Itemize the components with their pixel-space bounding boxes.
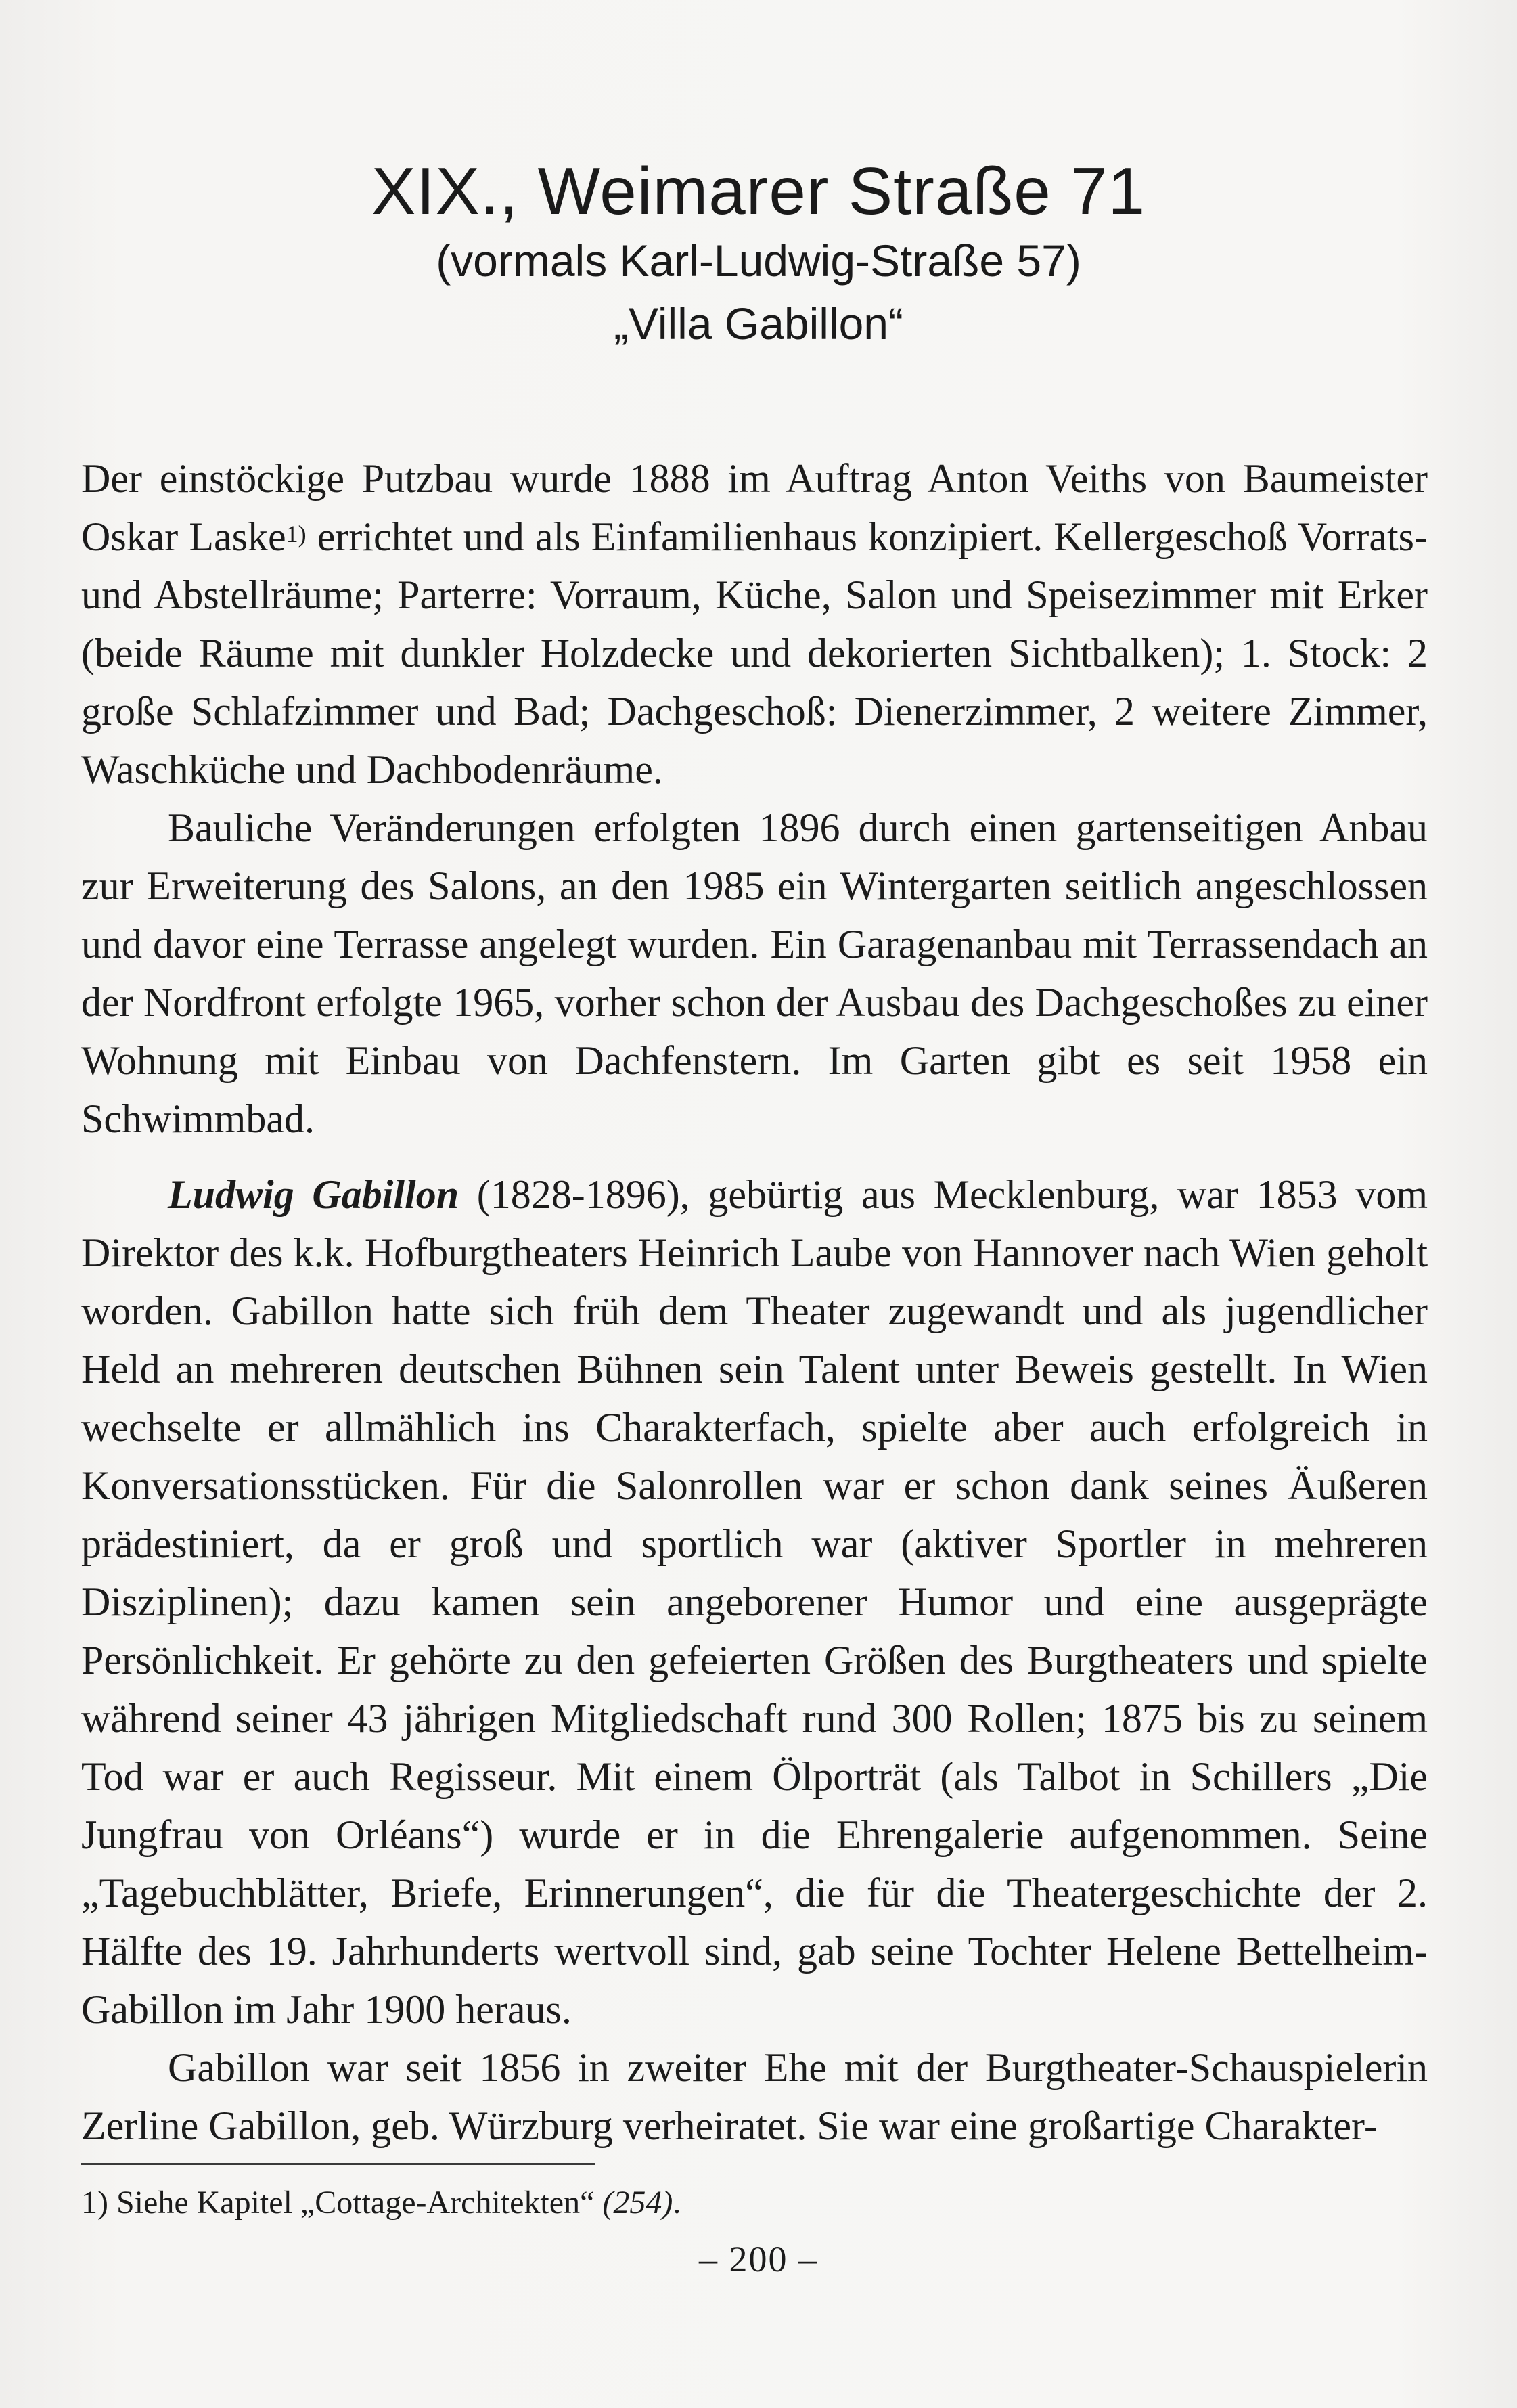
footnote-divider [81,2163,595,2165]
page-title: XIX., Weimarer Straße 71 [371,154,1146,228]
body-text [81,449,1428,2155]
footnote-end: . [673,2185,681,2221]
footnote-page-ref: (254) [602,2185,673,2221]
footnote-reference: 1) [286,520,307,548]
footnote-text: 1) Siehe Kapitel „Cottage-Architekten“ [81,2185,603,2221]
paragraph-1-rest: errichtet und als Einfamilienhaus konzipiert. Kellergeschoß Vorrats- und Abstellräume; Parterre: Vorraum, Küche, Salon und Speisezimmer mit Erker (beide Räume mit dunkler Holzdecke und dekorierten Sichtbalken); 1. Stock: 2 große Schlafzimmer und Bad; Dachgeschoß: Dienerzimmer, 2 weitere Zimmer, Waschküche und Dachbodenräume. [81,514,1428,792]
paragraph-1 [81,449,1428,799]
page-subtitle: (vormals Karl-Ludwig-Straße 57) [436,236,1081,286]
paragraph-4: Gabillon war seit 1856 in zweiter Ehe mit der Burgtheater-Schauspielerin Zerline Gabillon, geb. Würzburg verheiratet. Sie war eine großartige Charakter- [81,2045,1428,2148]
paragraph-1-start: Der einstöckige Putzbau wurde 1888 im Auftrag Anton Veiths von Baumeister Oskar Laske [81,456,1428,559]
paragraph-2: Bauliche Veränderungen erfolgten 1896 durch einen gartenseitigen Anbau zur Erweiterung des Salons, an den 1985 ein Wintergarten seitlich angeschlossen und davor eine Terrasse angelegt wurden. Ein Garagenanbau mit Terrassendach an der Nordfront erfolgte 1965, vorher schon der Ausbau des Dachgeschoßes zu einer Wohnung mit Einbau von Dachfenstern. Im Garten gibt es seit 1958 ein Schwimmbad. [81,805,1428,1141]
paragraph-3-text: (1828-1896), gebürtig aus Mecklenburg, war 1853 vom Direktor des k.k. Hofburgtheaters Heinrich Laube von Hannover nach Wien geholt worden. Gabillon hatte sich früh dem Theater zugewandt und als jugendlicher Held an mehreren deutschen Bühnen sein Talent unter Beweis gestellt. In Wien wechselte er allmählich ins Charakterfach, spielte aber auch erfolgreich in Konversationsstücken. Für die Salonrollen war er schon dank seines Äußeren prädestiniert, da er groß und sportlich war (aktiver Sportler in mehreren Disziplinen); dazu kamen sein angeborener Humor und eine ausgeprägte Persönlichkeit. Er gehörte zu den gefeierten Größen des Burgtheaters und spielte während seiner 43 jährigen Mitgliedschaft rund 300 Rollen; 1875 bis zu seinem Tod war er auch Regisseur. Mit einem Ölporträt (als Talbot in Schillers „Die Jungfrau von Orléans“) wurde er in die Ehrengalerie aufgenommen. Seine „Tagebuchblätter, Briefe, Erinnerungen“, die für die Theatergeschichte der 2. Hälfte des 19. Jahrhunderts wertvoll sind, gab seine Tochter Helene Bettelheim-Gabillon im Jahr 1900 heraus. [81,1172,1428,2032]
paragraph-3 [81,1165,1428,2038]
page-number: – 200 – [699,2239,818,2279]
footnote [81,2183,681,2223]
villa-name: „Villa Gabillon“ [614,298,903,349]
person-name: Ludwig Gabillon [168,1172,459,1217]
